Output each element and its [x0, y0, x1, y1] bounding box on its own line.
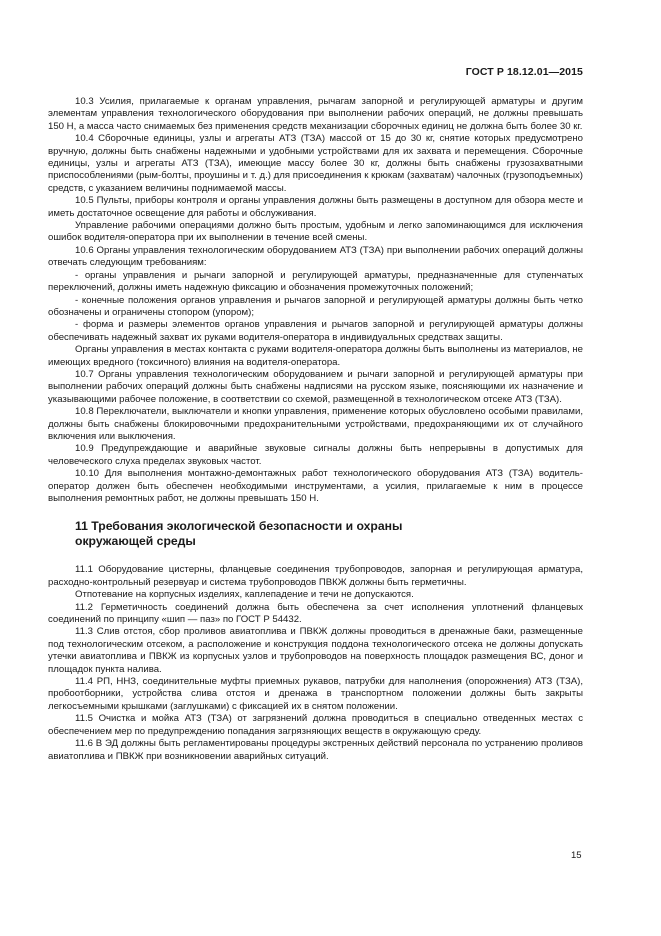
- paragraph: 11.2 Герметичность соединений должна быть обеспечена за счет исполнения уплотнений фланцевых соединений по принципу «шип — паз» по ГОСТ Р 54432.: [48, 601, 583, 626]
- section-10: [48, 96, 583, 505]
- paragraph: 10.6 Органы управления технологическим оборудованием АТЗ (ТЗА) при выполнении рабочих операций должны отвечать следующим требованиям:: [48, 244, 583, 269]
- paragraph: Органы управления в местах контакта с руками водителя-оператора должны быть выполнены из материалов, не имеющих вредного (токсичного) влияния на водителя-оператора.: [48, 344, 583, 368]
- paragraph: 11.3 Слив отстоя, сбор проливов авиатоплива и ПВКЖ должны проводиться в дренажные баки, размещенные под технологическим отсеком, а расположение и конструкция поддона технологического отсека не должны допускать утечки авиатоплива и ПВКЖ из корпусных узлов и трубопроводов на поверхность площадок размещения ВС, доног и площадок пункта налива.: [48, 626, 583, 675]
- paragraph: Управление рабочими операциями должно быть простым, удобным и легко запоминающимся для исключения ошибок водителя-оператора при их выполнении в течение всей смены.: [48, 220, 583, 244]
- paragraph: 10.3 Усилия, прилагаемые к органам управления, рычагам запорной и регулирующей арматуры и другим элементам управления технологического оборудования при выполнении рабочих операций, не должны превышать 150 Н, а масса часто снимаемых без применения средств механизации сборочных единиц не должна быть более 30 кг.: [48, 96, 583, 132]
- list-item: - форма и размеры элементов органов управления и рычагов запорной и регулирующей арматуры должны обеспечивать надежный захват их руками водителя-оператора в индивидуальных средствах защиты.: [48, 319, 583, 343]
- section-11: [48, 564, 583, 763]
- paragraph: 10.10 Для выполнения монтажно-демонтажных работ технологического оборудования АТЗ (ТЗА) водитель-оператор должен быть обеспечен необходимыми инструментами, а усилия, прилагаемые к ним в процессе выполнения ремонтных работ, не должны превышать 150 Н.: [48, 468, 583, 504]
- section-heading: [48, 519, 583, 549]
- paragraph: 10.7 Органы управления технологическим оборудованием и рычаги запорной и регулирующей арматуры при выполнении рабочих операций должны быть снабжены надписями на русском языке, поясняющими их назначение и указывающими рабочее положение, в соответствии со схемой, размещенной в технологическом отсеке АТЗ (ТЗА).: [48, 368, 583, 405]
- paragraph: 11.4 РП, ННЗ, соединительные муфты приемных рукавов, патрубки для наполнения (опорожнения) АТЗ (ТЗА), пробоотборники, устройства слива отстоя и дренажа в транспортном положении должны быть закрыты легкосъемными крышками (заглушками) с фиксацией их в снятом положении.: [48, 676, 583, 712]
- paragraph: 11.5 Очистка и мойка АТЗ (ТЗА) от загрязнений должна проводиться в специально отведенных местах с обеспечением мер по предупреждению попадания загрязняющих веществ в окружающую среду.: [48, 713, 583, 737]
- paragraph: 10.4 Сборочные единицы, узлы и агрегаты АТЗ (ТЗА) массой от 15 до 30 кг, снятие которых предусмотрено вручную, должны быть снабжены надежными и удобными устройствами для их захвата и перемещения. Сборочные единицы, узлы и агрегаты АТЗ (ТЗА), имеющие массу более 30 кг, должны быть снабжены грузозахватными приспособлениями (рым-болты, проушины и т. д.) для присоединения к крюкам (захватам) чалочных (грузоподъемных) средств, с указанием величины поднимаемой массы.: [48, 133, 583, 194]
- paragraph: 10.9 Предупреждающие и аварийные звуковые сигналы должны быть непрерывны в допустимых для человеческого слуха пределах звуковых частот.: [48, 443, 583, 467]
- document-code: ГОСТ Р 18.12.01—2015: [465, 66, 583, 78]
- list-item: - конечные положения органов управления и рычагов запорной и регулирующей арматуры должны быть четко обозначены и ограничены стопором (упором);: [48, 294, 583, 318]
- paragraph: 10.8 Переключатели, выключатели и кнопки управления, применение которых обусловлено особыми правилами, должны быть снабжены блокировочными предохранительными устройствами, предохраняющими их от случайного включения или выключения.: [48, 406, 583, 442]
- document-body: [48, 96, 583, 763]
- paragraph: Отпотевание на корпусных изделиях, каплепадение и течи не допускаются.: [75, 589, 414, 601]
- section-heading-line: окружающей среды: [75, 534, 196, 549]
- list-item: - органы управления и рычаги запорной и регулирующей арматуры, предназначенные для ступенчатых переключений, должны иметь надежную фиксацию и обозначения промежуточных положений;: [48, 269, 583, 294]
- page-number: 15: [571, 850, 582, 861]
- paragraph: 10.5 Пульты, приборы контроля и органы управления должны быть размещены в доступном для обзора месте и иметь достаточное освещение для работы и обслуживания.: [48, 195, 583, 219]
- section-heading-line: 11 Требования экологической безопасности и охраны: [75, 519, 403, 534]
- paragraph: 11.6 В ЭД должны быть регламентированы процедуры экстренных действий персонала по устранению проливов авиатоплива и ПВКЖ при возникновении аварийных ситуаций.: [48, 738, 583, 762]
- paragraph: 11.1 Оборудование цистерны, фланцевые соединения трубопроводов, запорная и регулирующая арматура, расходно-контрольный резервуар и система трубопроводов ПВКЖ должны быть герметичны.: [48, 564, 583, 588]
